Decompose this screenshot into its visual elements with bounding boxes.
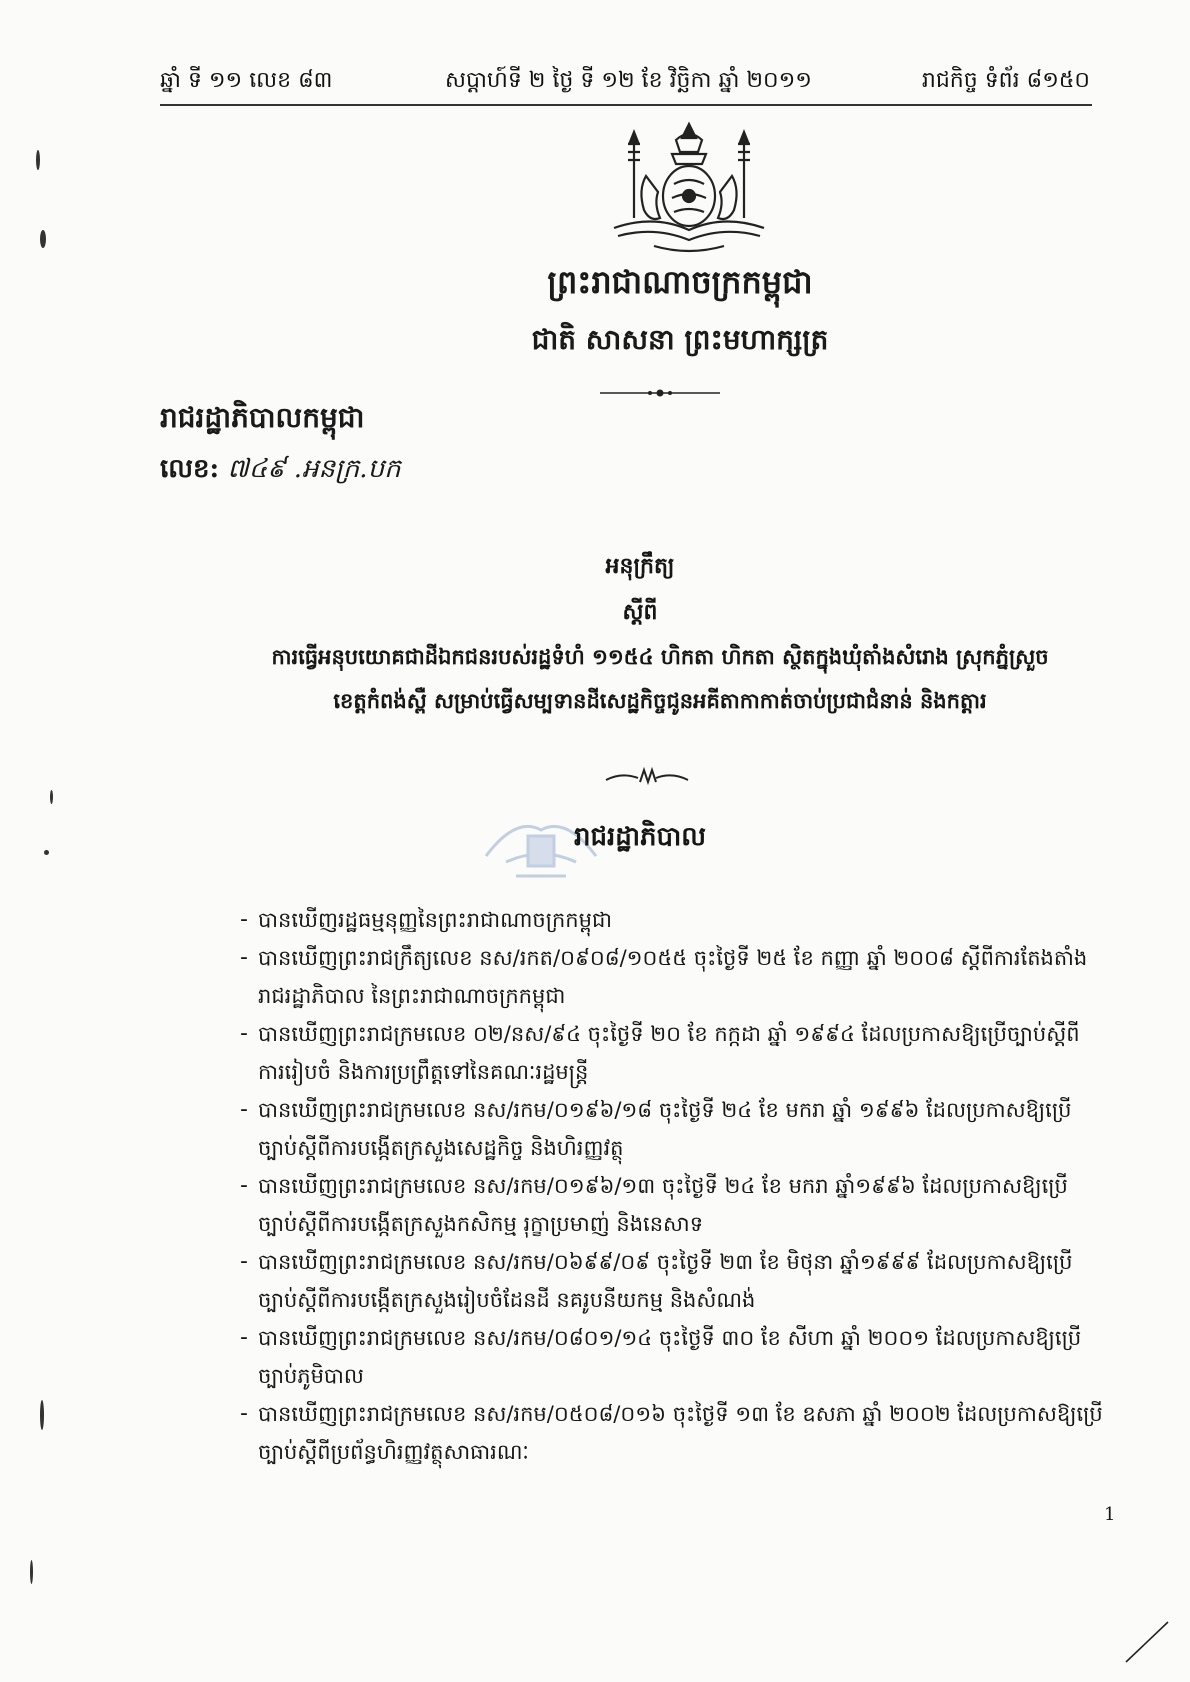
preamble-clause-list	[240, 905, 1120, 1475]
scan-speck	[40, 1400, 44, 1430]
clause-line: បានឃើញព្រះរាជក្រមលេខ ០២/នស/៩៤ ចុះថ្ងៃទី ២០ ខែ កក្កដា ឆ្នាំ ១៩៩៤ ដែលប្រកាសឱ្យប្រើច្បាប់ស្តីពី	[258, 1022, 1080, 1046]
clause-line: ច្បាប់ស្តីពីការបង្កើតក្រសួងកសិកម្ម រុក្ខាប្រមាញ់ និងនេសាទ	[258, 1212, 704, 1236]
clause-line: បានឃើញព្រះរាជក្រមលេខ នស/រកម/០៨០១/១៤ ចុះថ្ងៃទី ៣០ ខែ សីហា ឆ្នាំ ២០០១ ដែលប្រកាសឱ្យប្រើ	[258, 1326, 1082, 1350]
preamble-clause	[240, 1399, 1120, 1475]
clause-line: បានឃើញព្រះរាជក្រមលេខ នស/រកម/០៥០៨/០១៦ ចុះថ្ងៃទី ១៣ ខែ ឧសភា ឆ្នាំ ២០០២ ដែលប្រកាសឱ្យប្រើ	[258, 1402, 1103, 1426]
clause-line: ច្បាប់ស្តីពីប្រព័ន្ធហិរញ្ញវត្ថុសាធារណៈ	[258, 1440, 529, 1464]
page-number: 1	[1104, 1504, 1116, 1525]
national-motto: ជាតិ សាសនា ព្រះមហាក្សត្រ	[531, 323, 829, 356]
scan-speck	[44, 850, 49, 855]
issuing-authority: រាជរដ្ឋាភិបាលកម្ពុជា	[160, 401, 365, 434]
royal-coat-of-arms-icon	[594, 118, 784, 258]
document-number-label: លេខ:	[160, 454, 220, 484]
clause-bullet: -	[240, 1173, 248, 1198]
gazette-page-ref: រាជកិច្ច ទំព័រ ៨១៥០	[921, 68, 1090, 93]
preamble-clause	[240, 1247, 1120, 1323]
scan-speck	[36, 150, 40, 170]
clause-line: ច្បាប់ស្តីពីការបង្កើតក្រសួងសេដ្ឋកិច្ច និងហិរញ្ញវត្ថុ	[258, 1136, 624, 1160]
clause-bullet: -	[240, 907, 248, 932]
document-type: អនុក្រឹត្យ	[605, 553, 675, 579]
preamble-clause	[240, 1095, 1120, 1171]
preamble-clause	[240, 943, 1120, 1019]
clause-line: ការរៀបចំ និងការប្រព្រឹត្តទៅនៃគណៈរដ្ឋមន្ត្រី	[258, 1060, 589, 1084]
clause-line: បានឃើញព្រះរាជក្រឹត្យលេខ នស/រកត/០៩០៨/១០៥៥ ចុះថ្ងៃទី ២៥ ខែ កញ្ញា ឆ្នាំ ២០០៨ ស្តីពីការតែងតាំង	[258, 946, 1088, 970]
section-ornament-icon	[602, 764, 692, 788]
clause-line: បានឃើញព្រះរាជក្រមលេខ នស/រកម/០១៩៦/១៨ ចុះថ្ងៃទី ២៤ ខែ មករា ឆ្នាំ ១៩៩៦ ដែលប្រកាសឱ្យប្រើ	[258, 1098, 1072, 1122]
preamble-clause	[240, 905, 1120, 943]
council-heading: រាជរដ្ឋាភិបាល	[573, 822, 707, 852]
clause-line: ច្បាប់ស្តីពីការបង្កើតក្រសួងរៀបចំដែនដី នគរូបនីយកម្ម និងសំណង់	[258, 1288, 756, 1312]
clause-line: ច្បាប់ភូមិបាល	[258, 1364, 364, 1388]
clause-bullet: -	[240, 1097, 248, 1122]
subject-line: ខេត្តកំពង់ស្ពឺ សម្រាប់ធ្វើសម្បទានដីសេដ្ឋកិច្ចជូនអគីតាកាកាត់ចាប់ប្រជាជំនាន់ និងកត្តារ	[333, 688, 987, 713]
scan-speck	[50, 790, 53, 804]
clause-bullet: -	[240, 1021, 248, 1046]
clause-bullet: -	[240, 1325, 248, 1350]
document-number-value: ៧៤៩ .អនក្រ.បក	[227, 454, 401, 484]
header-divider	[160, 104, 1092, 106]
clause-bullet: -	[240, 1249, 248, 1274]
scan-speck	[40, 230, 46, 248]
subject-line: ការធ្វើអនុបយោគជាដីឯកជនរបស់រដ្ឋទំហំ ១១៥៤ ហិកតា ហិកតា ស្ថិតក្នុងឃុំតាំងសំរោង ស្រុកភ្នំស្រួច	[271, 644, 1049, 669]
clause-line: បានឃើញព្រះរាជក្រមលេខ នស/រកម/០១៩៦/១៣ ចុះថ្ងៃទី ២៤ ខែ មករា ឆ្នាំ១៩៩៦ ដែលប្រកាសឱ្យប្រើ	[258, 1174, 1068, 1198]
kingdom-title: ព្រះរាជាណាចក្រកម្ពុជា	[547, 263, 813, 301]
clause-bullet: -	[240, 945, 248, 970]
scan-speck	[30, 1560, 33, 1584]
clause-line: បានឃើញព្រះរាជក្រមលេខ នស/រកម/០៦៩៩/០៩ ចុះថ្ងៃទី ២៣ ខែ មិថុនា ឆ្នាំ១៩៩៩ ដែលប្រកាសឱ្យប្រើ	[258, 1250, 1073, 1274]
gazette-date: សប្តាហ៍ទី ២ ថ្ងៃ ទី ១២ ខែ វិច្ឆិកា ឆ្នាំ ២០១១	[445, 68, 812, 93]
clause-bullet: -	[240, 1401, 248, 1426]
preamble-clause	[240, 1171, 1120, 1247]
title-divider	[600, 388, 720, 398]
preamble-clause	[240, 1323, 1120, 1399]
about-heading: ស្តីពី	[622, 599, 658, 625]
pen-mark	[1124, 1620, 1170, 1664]
document-number	[160, 452, 401, 490]
gazette-issue: ឆ្នាំ ទី ១១ លេខ ៨៣	[160, 68, 333, 93]
clause-line: បានឃើញរដ្ឋធម្មនុញ្ញនៃព្រះរាជាណាចក្រកម្ពុជា	[258, 908, 612, 932]
gazette-header	[160, 60, 1090, 100]
clause-line: រាជរដ្ឋាភិបាល នៃព្រះរាជាណាចក្រកម្ពុជា	[258, 984, 566, 1008]
preamble-clause	[240, 1019, 1120, 1095]
